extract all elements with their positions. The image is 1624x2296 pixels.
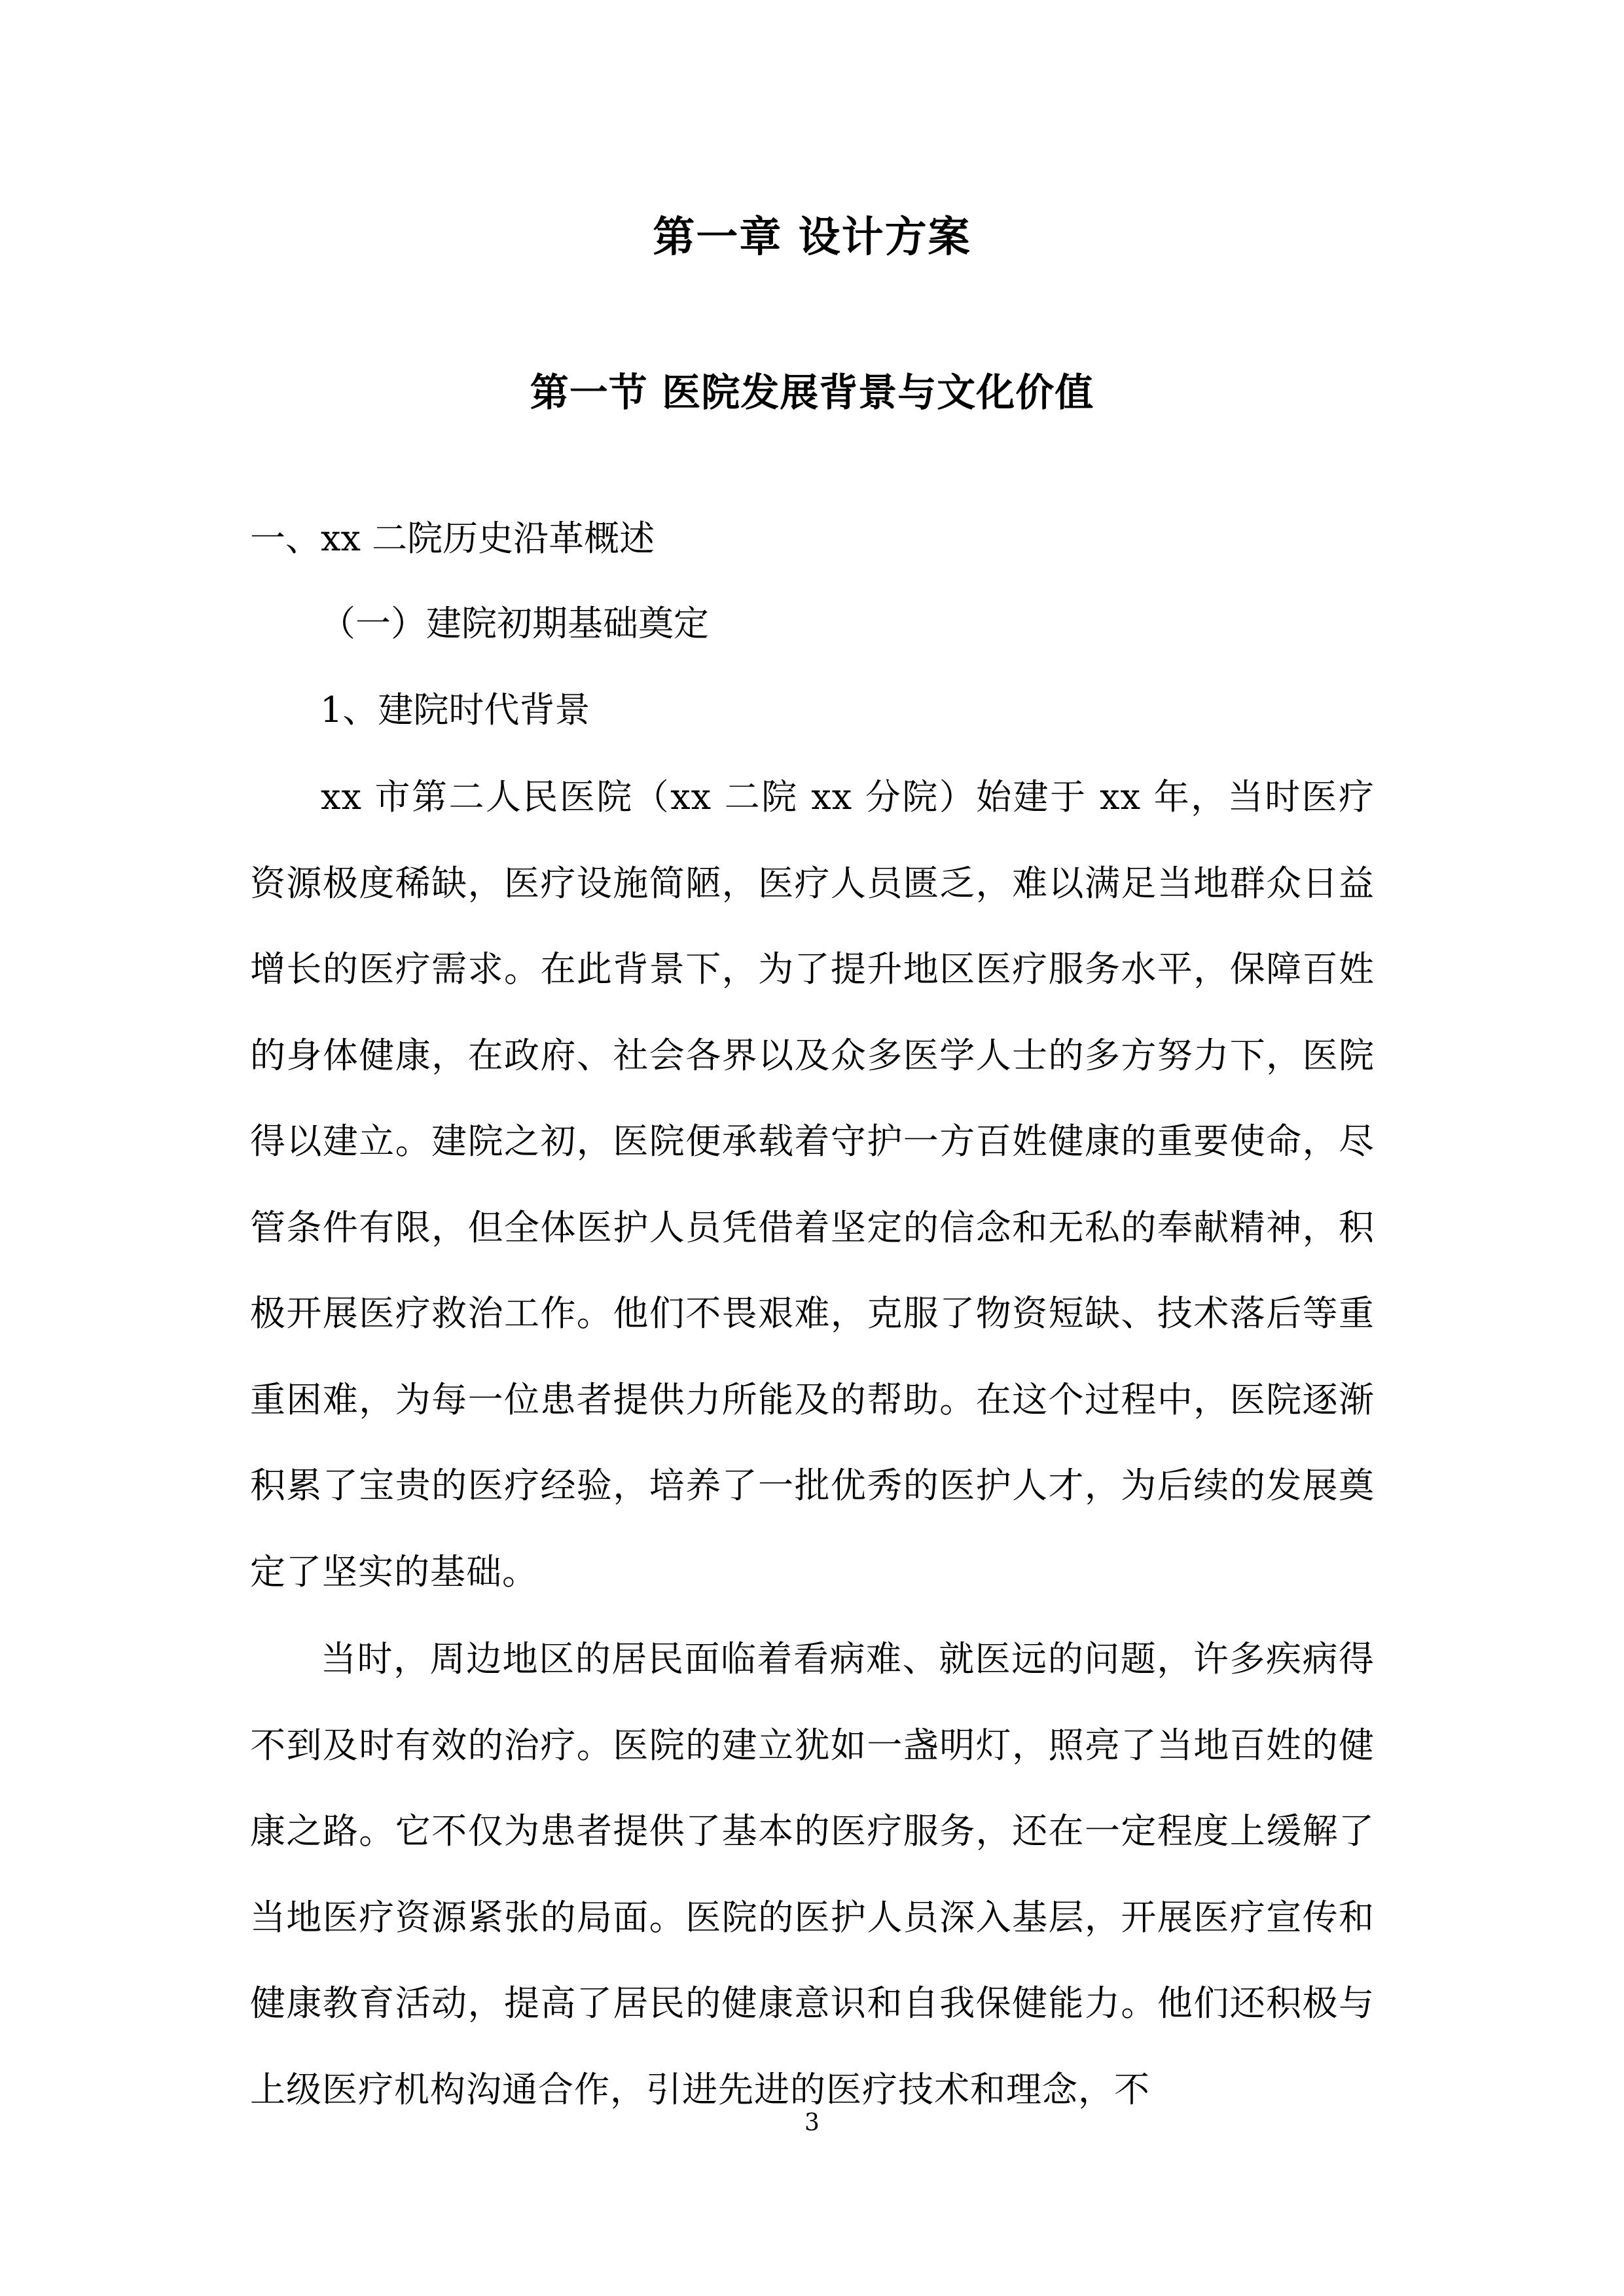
chapter-title: 第一章 设计方案 [653, 213, 971, 262]
body-paragraph: xx 市第二人民医院（xx 二院 xx 分院）始建于 xx 年，当时医疗资源极度稀缺，医疗设施简陋，医疗人员匮乏，难以满足当地群众日益增长的医疗需求。在此背景下，为了提升地区医疗服务水平，保障百姓的身体健康，在政府、社会各界以及众多医学人士的多方努力下，医院得以建立。建院之初，医院便承载着守护一方百姓健康的重要使命，尽管条件有限，但全体医护人员凭借着坚定的信念和无私的奉献精神，积极开展医疗救治工作。他们不畏艰难，克服了物资短缺、技术落后等重重困难，为每一位患者提供力所能及的帮助。在这个过程中，医院逐渐积累了宝贵的医疗经验，培养了一批优秀的医护人才，为后续的发展奠定了坚实的基础。 [250, 776, 1375, 1592]
body-paragraph: 当时，周边地区的居民面临着看病难、就医远的问题，许多疾病得不到及时有效的治疗。医院的建立犹如一盏明灯，照亮了当地百姓的健康之路。它不仅为患者提供了基本的医疗服务，还在一定程度上缓解了当地医疗资源紧张的局面。医院的医护人员深入基层，开展医疗宣传和健康教育活动，提高了居民的健康意识和自我保健能力。他们还积极与上级医疗机构沟通合作，引进先进的医疗技术和理念，不 [250, 1638, 1375, 2110]
heading-level-3: 1、建院时代背景 [320, 689, 590, 730]
page-number: 3 [804, 2109, 820, 2136]
section-title: 第一节 医院发展背景与文化价值 [530, 370, 1094, 415]
heading-level-1: 一、xx 二院历史沿革概述 [250, 518, 655, 559]
heading-level-2: （一）建院初期基础奠定 [320, 603, 709, 644]
